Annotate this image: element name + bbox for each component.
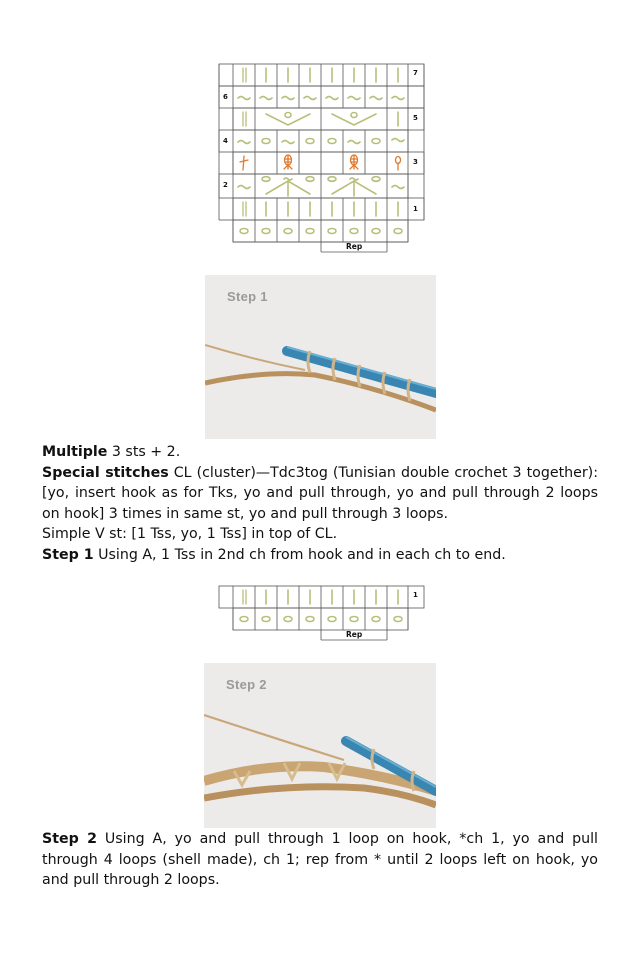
photo-step-label: Step 2 [226, 677, 267, 692]
row-number-5: 5 [413, 114, 418, 122]
step-2-line: Step 2 Using A, yo and pull through 1 loop on hook, *ch 1, yo and pull through 4 loops (shell made), ch 1; rep from * until 2 loops left on hook, yo and pull through 2 loops. [42, 831, 598, 888]
crochet-hook-illustration [205, 275, 436, 439]
photo-step-label: Step 1 [227, 289, 268, 304]
row-number-4: 4 [223, 137, 228, 145]
multiple-line: Multiple 3 sts + 2. [42, 444, 181, 460]
pattern-instructions [42, 442, 598, 565]
row-number-2: 2 [223, 181, 228, 189]
stitch-chart-full [215, 60, 430, 260]
row-number-1: 1 [413, 591, 418, 599]
rep-label: Rep [346, 630, 363, 639]
step-1-line: Step 1 Using A, 1 Tss in 2nd ch from hook and in each ch to end. [42, 546, 506, 563]
step-2-photo [204, 663, 436, 828]
rep-label: Rep [346, 242, 363, 251]
crochet-hook-illustration [204, 663, 436, 828]
special-stitches-line: Special stitches CL (cluster)—Tdc3tog (Tunisian double crochet 3 together): [yo, insert hook as for Tks, yo and pull through, yo and pull through 2 loops on hook] 3 times in same st, yo and pull through 3 loops. [42, 464, 598, 522]
row-number-3: 3 [413, 158, 418, 166]
stitch-chart-grid [215, 60, 430, 260]
row-number-7: 7 [413, 69, 418, 77]
stitch-chart-row-1 [215, 580, 430, 645]
step-2-instructions [42, 829, 598, 891]
stitch-chart-row-1-grid [215, 580, 430, 645]
simple-v-line: Simple V st: [1 Tss, yo, 1 Tss] in top of CL. [42, 526, 338, 542]
step-1-photo [205, 275, 436, 439]
row-number-1: 1 [413, 205, 418, 213]
row-number-6: 6 [223, 93, 228, 101]
